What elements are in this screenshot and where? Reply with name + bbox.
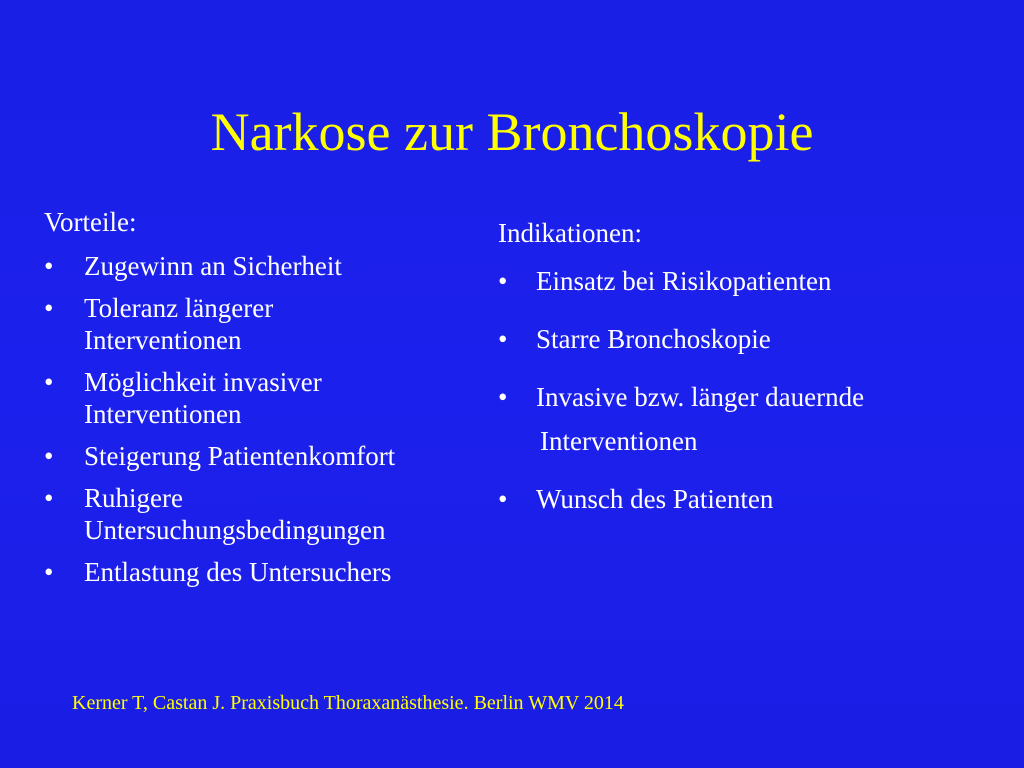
list-item-continuation — [498, 425, 998, 457]
bullet-icon: • — [44, 441, 54, 471]
list-item-text-continued: Interventionen — [84, 325, 242, 355]
bullet-icon: • — [44, 293, 54, 323]
bullet-icon: • — [498, 266, 508, 296]
advantages-heading: Vorteile: — [44, 207, 137, 237]
list-item-text: Steigerung Patientenkomfort — [84, 441, 396, 471]
bullet-icon: • — [44, 251, 54, 281]
slide-title: Narkose zur Bronchoskopie — [210, 102, 814, 162]
list-item-text-continued: Interventionen — [84, 399, 242, 429]
list-item — [44, 292, 484, 356]
bullet-icon: • — [498, 484, 508, 514]
list-item — [44, 366, 484, 430]
list-item — [498, 323, 998, 355]
bullet-icon: • — [44, 367, 54, 397]
bullet-icon: • — [498, 382, 508, 412]
advantages-column — [44, 206, 484, 598]
bullet-icon: • — [44, 557, 54, 587]
list-item-text: Entlastung des Untersuchers — [84, 557, 392, 587]
list-item — [498, 483, 998, 515]
list-item — [44, 482, 484, 546]
list-item — [44, 440, 484, 472]
list-item-text-continued: Untersuchungsbedingungen — [84, 515, 386, 545]
indications-list — [498, 265, 998, 515]
list-item-text-continued: Interventionen — [540, 426, 698, 456]
list-item-text: Toleranz längerer — [84, 293, 274, 323]
list-item-text: Starre Bronchoskopie — [536, 324, 771, 354]
bullet-icon: • — [498, 324, 508, 354]
bullet-icon: • — [44, 483, 54, 513]
list-item-text: Ruhigere — [84, 483, 183, 513]
list-item-text: Wunsch des Patienten — [536, 484, 774, 514]
indications-column — [498, 217, 998, 541]
list-item — [44, 250, 484, 282]
indications-heading: Indikationen: — [498, 218, 642, 248]
list-item-text: Möglichkeit invasiver — [84, 367, 322, 397]
list-item-text: Zugewinn an Sicherheit — [84, 251, 342, 281]
list-item — [44, 556, 484, 588]
advantages-list — [44, 250, 484, 588]
list-item-text: Invasive bzw. länger dauernde — [536, 382, 865, 412]
list-item-text: Einsatz bei Risikopatienten — [536, 266, 832, 296]
list-item — [498, 381, 998, 413]
list-item — [498, 265, 998, 297]
citation: Kerner T, Castan J. Praxisbuch Thoraxanästhesie. Berlin WMV 2014 — [72, 692, 624, 714]
